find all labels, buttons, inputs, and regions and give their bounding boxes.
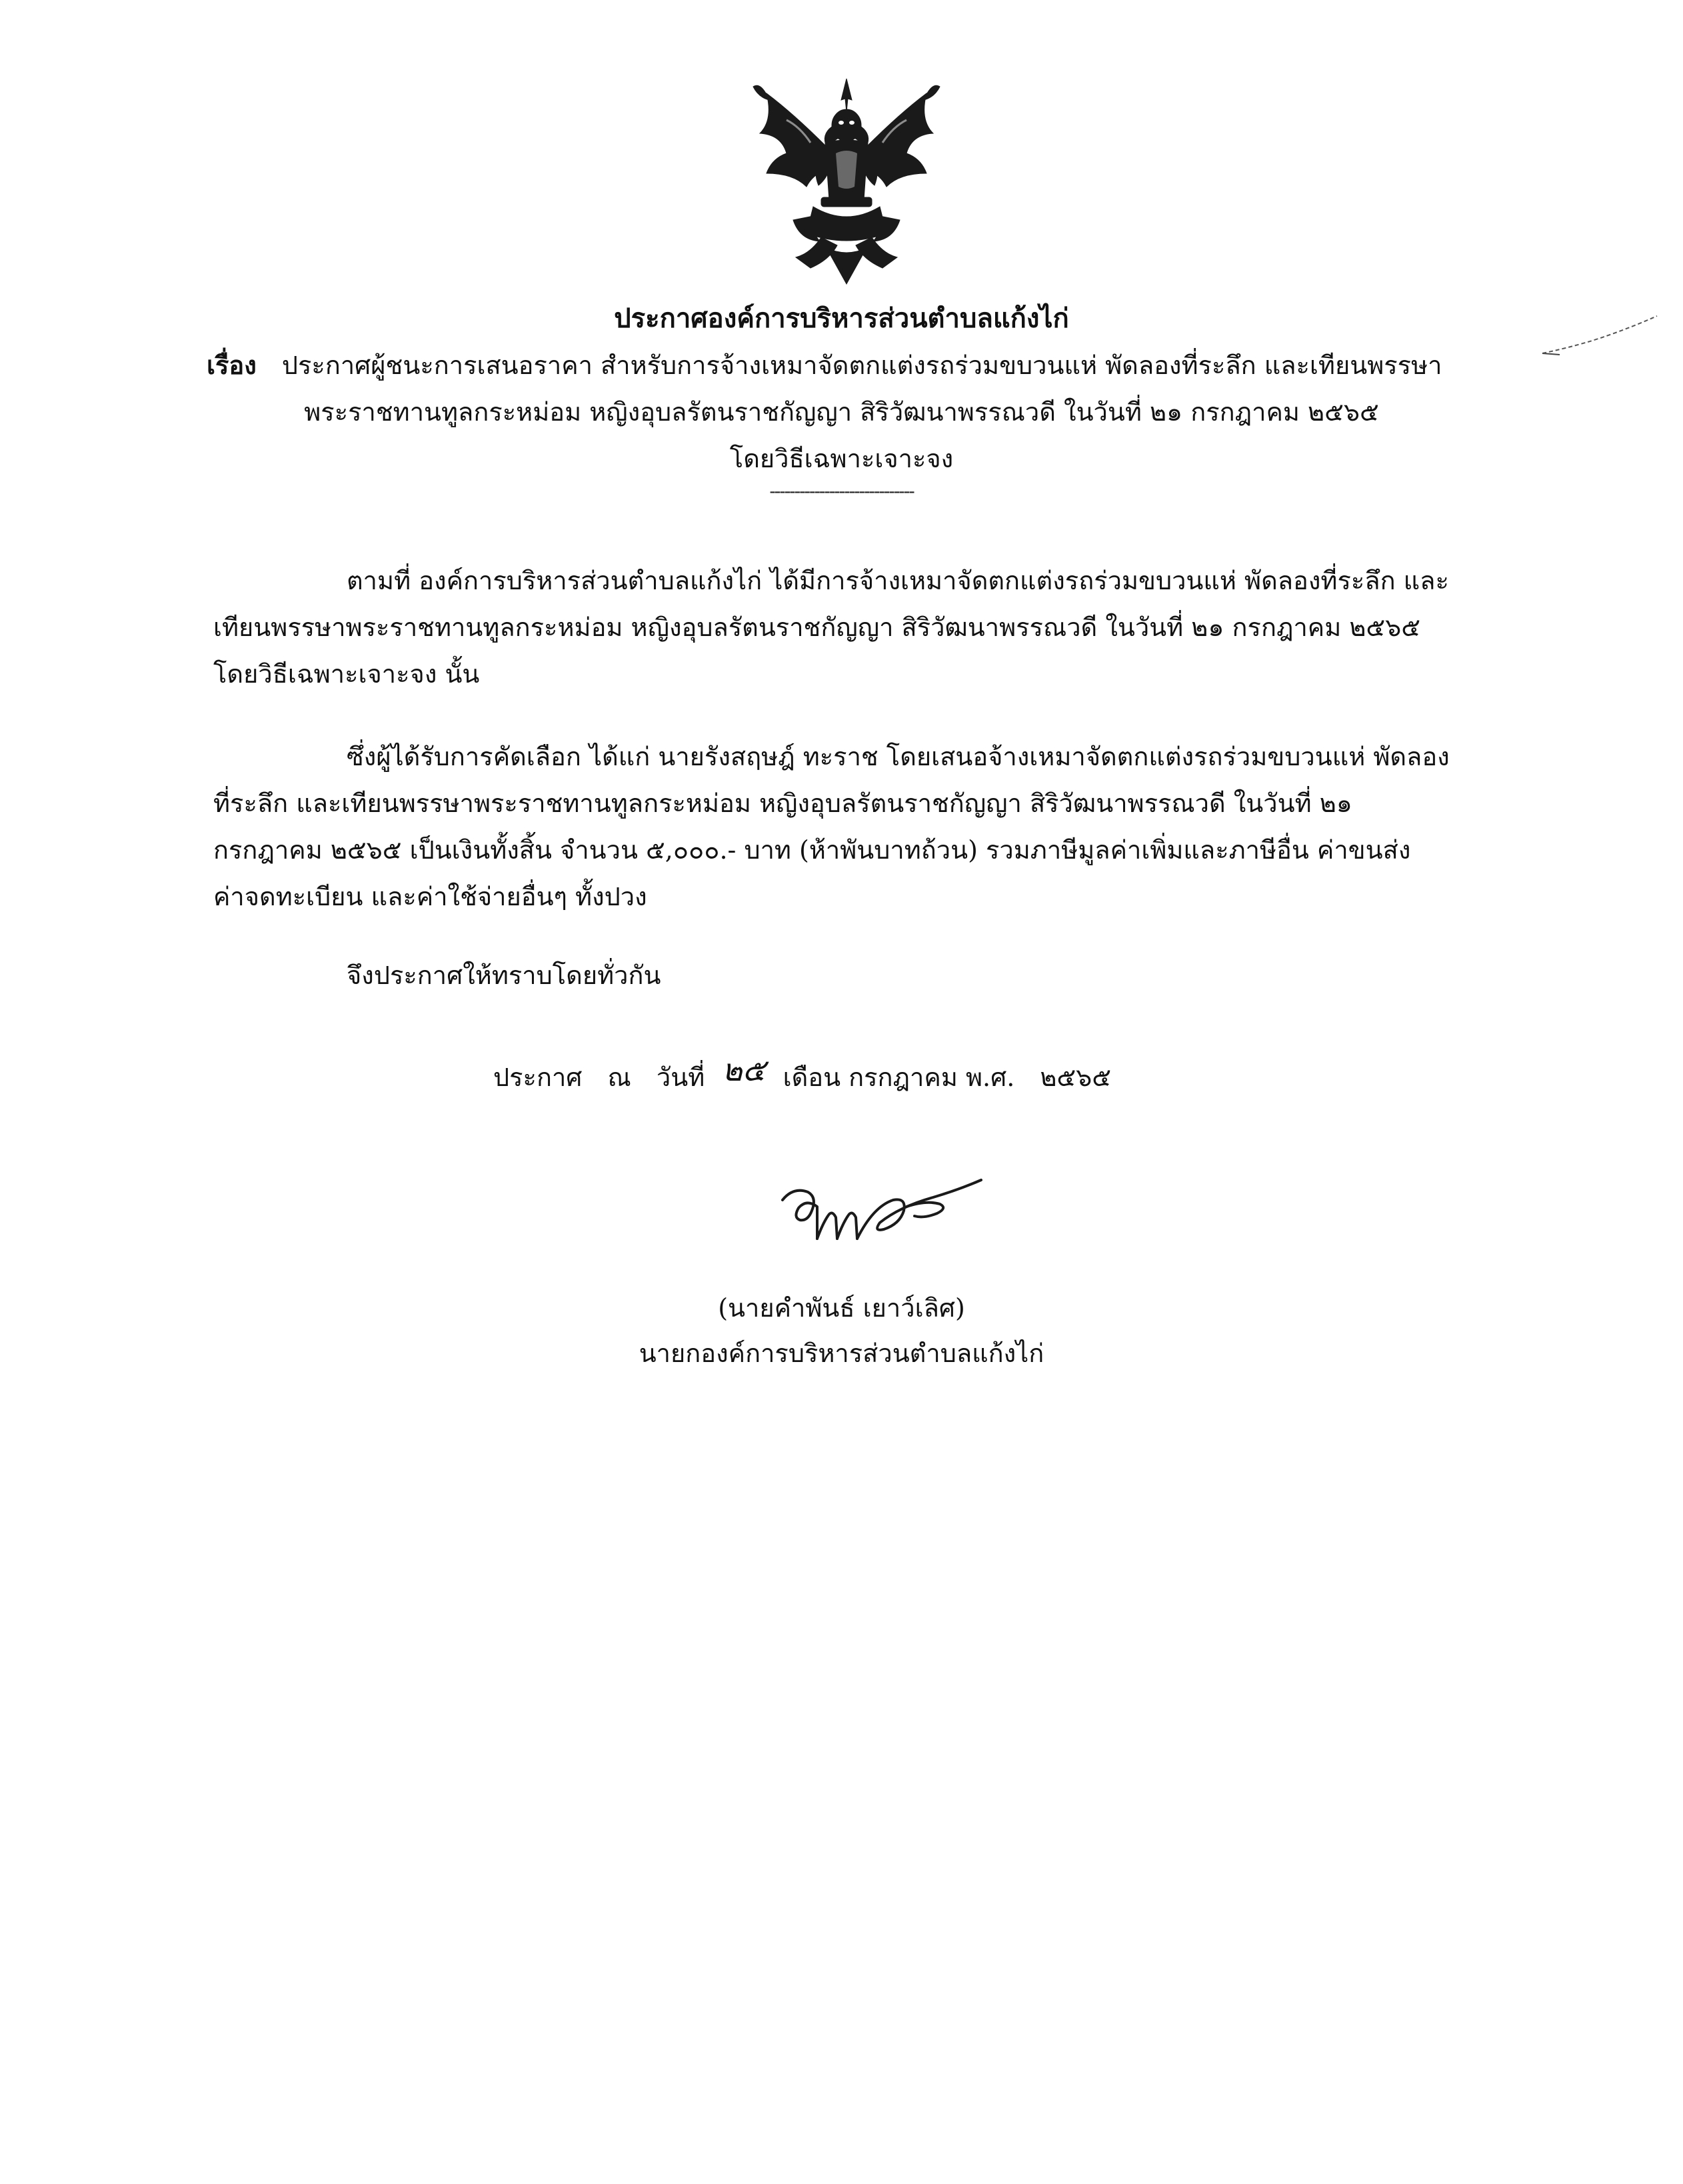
subject-line-3: โดยวิธีเฉพาะเจาะจง bbox=[729, 444, 954, 473]
paragraph-line: ซึ่งผู้ได้รับการคัดเลือก ได้แก่ นายรังสฤษฎ์ ทะราช โดยเสนอจ้างเหมาจัดตกแต่งรถร่วมขบวนแห่ พัดลอง bbox=[347, 742, 1450, 771]
header-divider: ----------------------------- bbox=[769, 480, 914, 502]
paragraph-winner bbox=[213, 733, 1480, 920]
paragraph-announcement bbox=[213, 557, 1480, 697]
date-day-label: วันที่ bbox=[656, 1063, 705, 1092]
signer-name: (นายคำพันธ์ เยาว์เลิศ) bbox=[718, 1293, 965, 1323]
paragraph-line: ค่าจดทะเบียน และค่าใช้จ่ายอื่นๆ ทั้งปวง bbox=[213, 882, 647, 911]
subject-line-2: พระราชทานทูลกระหม่อม หญิงอุบลรัตนราชกัญญา สิริวัฒนาพรรณวดี ในวันที่ ๒๑ กรกฎาคม ๒๕๖๕ bbox=[304, 397, 1379, 427]
subject-line-1 bbox=[207, 345, 1486, 385]
paragraph-line: โดยวิธีเฉพาะเจาะจง นั้น bbox=[213, 659, 480, 689]
announcement-date bbox=[493, 1052, 1111, 1101]
date-day-value: ๒๕ bbox=[722, 1052, 766, 1088]
paragraph-line: จึงประกาศให้ทราบโดยทั่วกัน bbox=[347, 961, 661, 990]
paragraph-line: ที่ระลึก และเทียนพรรษาพระราชทานทูลกระหม่อม หญิงอุบลรัตนราชกัญญา สิริวัฒนาพรรณวดี ในวันที่ ๒๑ bbox=[213, 789, 1352, 818]
subject-label: เรื่อง bbox=[207, 350, 257, 380]
handwritten-signature bbox=[773, 1160, 986, 1253]
paragraph-line: เทียนพรรษาพระราชทานทูลกระหม่อม หญิงอุบลรัตนราชกัญญา สิริวัฒนาพรรณวดี ในวันที่ ๒๑ กรกฎาคม ๒๕๖๕ bbox=[213, 613, 1421, 642]
document-title: ประกาศองค์การบริหารส่วนตำบลแก้งไก่ bbox=[614, 303, 1069, 334]
subject-text-1: ประกาศผู้ชนะการเสนอราคา สำหรับการจ้างเหมาจัดตกแต่งรถร่วมขบวนแห่ พัดลองที่ระลึก และเทียนพรรษา bbox=[281, 351, 1442, 380]
paragraph-line: กรกฎาคม ๒๕๖๕ เป็นเงินทั้งสิ้น จำนวน ๕,๐๐๐.- บาท (ห้าพันบาทถ้วน) รวมภาษีมูลค่าเพิ่มและภาษีอื่น ค่าขนส่ง bbox=[213, 835, 1411, 865]
signer-position: นายกองค์การบริหารส่วนตำบลแก้งไก่ bbox=[639, 1339, 1044, 1368]
date-at: ณ bbox=[607, 1063, 631, 1092]
date-prefix: ประกาศ bbox=[493, 1063, 583, 1092]
paragraph-line: ตามที่ องค์การบริหารส่วนตำบลแก้งไก่ ได้มีการจ้างเหมาจัดตกแต่งรถร่วมขบวนแห่ พัดลองที่ระลึก และ bbox=[347, 566, 1449, 595]
garuda-emblem-icon bbox=[747, 73, 946, 287]
date-month-label: เดือน กรกฎาคม พ.ศ. bbox=[783, 1063, 1015, 1092]
paragraph-closing bbox=[213, 952, 1480, 999]
date-year: ๒๕๖๕ bbox=[1040, 1063, 1112, 1092]
